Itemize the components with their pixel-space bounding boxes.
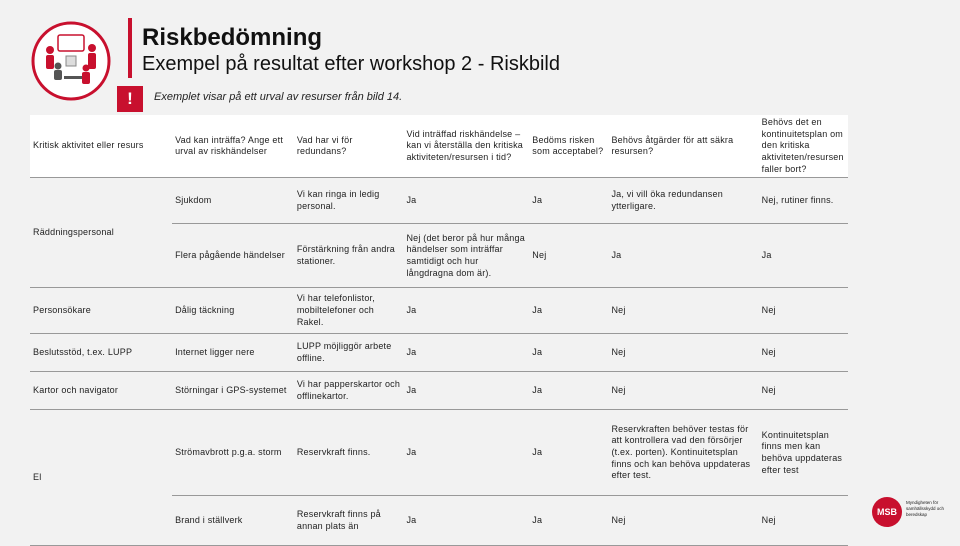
cell-event: Sjukdom <box>172 178 294 224</box>
title-accent-bar <box>128 18 132 78</box>
cell-resource: El <box>30 410 172 546</box>
table-header-row <box>30 115 848 178</box>
risk-table <box>30 115 848 546</box>
col-header-event: Vad kan inträffa? Ange ett urval av riskhändelser <box>172 115 294 178</box>
cell-continuity-plan: Kontinuitetsplan finns men kan behöva uppdateras efter test <box>759 410 848 496</box>
cell-acceptable: Nej <box>529 224 608 288</box>
cell-restore: Ja <box>403 178 529 224</box>
cell-acceptable: Ja <box>529 372 608 410</box>
cell-redundancy: Reservkraft finns på annan plats än <box>294 496 404 546</box>
cell-action: Reservkraften behöver testas för att kontrollera vad den försörjer (t.ex. porten). Kontinuitetsplan finns och kan behöva uppdateras efter test. <box>608 410 758 496</box>
col-header-redundancy: Vad har vi för redundans? <box>294 115 404 178</box>
cell-resource: Kartor och navigator <box>30 372 172 410</box>
page-subtitle: Exempel på resultat efter workshop 2 - Riskbild <box>142 53 560 75</box>
cell-restore: Ja <box>403 334 529 372</box>
table-row <box>30 334 848 372</box>
cell-action: Nej <box>608 496 758 546</box>
table-row <box>30 410 848 496</box>
cell-event: Störningar i GPS-systemet <box>172 372 294 410</box>
cell-redundancy: Reservkraft finns. <box>294 410 404 496</box>
cell-action: Nej <box>608 288 758 334</box>
cell-acceptable: Ja <box>529 288 608 334</box>
cell-event: Brand i ställverk <box>172 496 294 546</box>
exclamation-icon: ! <box>117 86 143 112</box>
table-row <box>30 178 848 224</box>
cell-acceptable: Ja <box>529 178 608 224</box>
col-header-action: Behövs åtgärder för att säkra resursen? <box>608 115 758 178</box>
cell-redundancy: Förstärkning från andra stationer. <box>294 224 404 288</box>
col-header-acceptable: Bedöms risken som acceptabel? <box>529 115 608 178</box>
cell-acceptable: Ja <box>529 334 608 372</box>
page-title: Riskbedömning <box>142 24 323 51</box>
table-row <box>30 288 848 334</box>
cell-resource: Personsökare <box>30 288 172 334</box>
example-note: Exemplet visar på ett urval av resurser från bild 14. <box>154 91 403 103</box>
cell-action: Nej <box>608 334 758 372</box>
cell-redundancy: Vi har papperskartor och offlinekartor. <box>294 372 404 410</box>
table-row <box>30 372 848 410</box>
cell-continuity-plan: Ja <box>759 224 848 288</box>
cell-redundancy: Vi har telefonlistor, mobiltelefoner och Rakel. <box>294 288 404 334</box>
cell-event: Dålig täckning <box>172 288 294 334</box>
cell-restore: Ja <box>403 410 529 496</box>
people-meeting-icon <box>30 20 112 102</box>
cell-event: Flera pågående händelser <box>172 224 294 288</box>
cell-redundancy: Vi kan ringa in ledig personal. <box>294 178 404 224</box>
col-header-restore: Vid inträffad riskhändelse – kan vi återställa den kritiska aktiviteten/resursen i tid? <box>403 115 529 178</box>
cell-action: Ja, vi vill öka redundansen ytterligare. <box>608 178 758 224</box>
col-header-continuity-plan: Behövs det en kontinuitetsplan om den kritiska aktiviteten/resursen faller bort? <box>759 115 848 178</box>
cell-redundancy: LUPP möjliggör arbete offline. <box>294 334 404 372</box>
cell-resource: Beslutsstöd, t.ex. LUPP <box>30 334 172 372</box>
cell-continuity-plan: Nej, rutiner finns. <box>759 178 848 224</box>
cell-action: Nej <box>608 372 758 410</box>
cell-event: Strömavbrott p.g.a. storm <box>172 410 294 496</box>
cell-restore: Ja <box>403 496 529 546</box>
cell-continuity-plan: Nej <box>759 334 848 372</box>
cell-continuity-plan: Nej <box>759 372 848 410</box>
msb-logo-text: Myndigheten för samhällsskydd och beredskap <box>906 500 945 517</box>
cell-continuity-plan: Nej <box>759 496 848 546</box>
cell-restore: Nej (det beror på hur många händelser som inträffar samtidigt och hur långdragna dom är). <box>403 224 529 288</box>
cell-resource: Räddningspersonal <box>30 178 172 288</box>
col-header-resource: Kritisk aktivitet eller resurs <box>30 115 172 178</box>
msb-logo-icon: MSB <box>872 497 902 527</box>
cell-event: Internet ligger nere <box>172 334 294 372</box>
cell-acceptable: Ja <box>529 496 608 546</box>
cell-restore: Ja <box>403 372 529 410</box>
cell-continuity-plan: Nej <box>759 288 848 334</box>
cell-acceptable: Ja <box>529 410 608 496</box>
cell-action: Ja <box>608 224 758 288</box>
cell-restore: Ja <box>403 288 529 334</box>
